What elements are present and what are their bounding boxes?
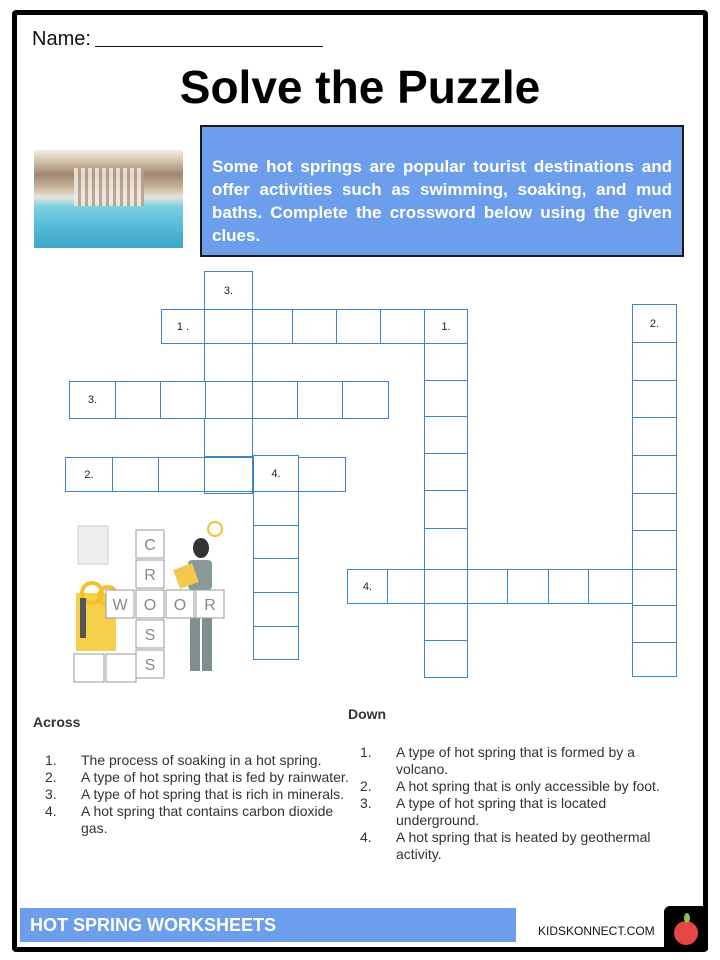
- crossword-cell[interactable]: [204, 309, 253, 344]
- hot-spring-photo: [34, 150, 183, 248]
- letter-tile: [166, 590, 194, 618]
- down-clues: [348, 744, 688, 863]
- svg-text:O: O: [143, 597, 157, 614]
- crossword-cell[interactable]: [205, 381, 253, 419]
- across-clue: 3. A type of hot spring that is rich in minerals.: [45, 786, 345, 802]
- crossword-cell[interactable]: [632, 605, 677, 643]
- svg-text:R: R: [144, 567, 156, 584]
- across-clue: 2. A type of hot spring that is fed by rainwater.: [45, 769, 349, 785]
- crossword-cell[interactable]: [298, 457, 346, 492]
- footer-title: HOT SPRING WORKSHEETS: [20, 908, 516, 942]
- letter-tile: [106, 590, 134, 618]
- crossword-cell[interactable]: [160, 381, 206, 419]
- svg-text:C: C: [144, 537, 156, 554]
- crossword-cell[interactable]: [424, 416, 468, 454]
- down-clue: 1. A type of hot spring that is formed by a volcano.: [360, 744, 635, 777]
- crossword-cell[interactable]: [253, 592, 299, 627]
- crossword-cell[interactable]: [252, 381, 298, 419]
- crossword-cell[interactable]: [632, 380, 677, 418]
- letter-tile: [136, 530, 164, 558]
- down-clue: 4. A hot spring that is heated by geothermal activity.: [360, 829, 651, 862]
- letter-tile: [136, 590, 164, 618]
- crossword-cell[interactable]: [424, 453, 468, 491]
- clue-number-cell: 1.: [424, 309, 468, 344]
- crossword-cell[interactable]: [292, 309, 337, 344]
- crossword-cell[interactable]: [112, 457, 159, 492]
- apple-icon: [664, 906, 708, 950]
- crossword-cell[interactable]: [253, 558, 299, 593]
- clue-number-cell: 2.: [632, 304, 677, 343]
- name-line[interactable]: [95, 46, 323, 47]
- svg-text:S: S: [144, 627, 156, 644]
- crossword-cell[interactable]: [424, 569, 468, 604]
- crossword-cell[interactable]: [424, 380, 468, 417]
- svg-text:O: O: [173, 597, 187, 614]
- page-title: Solve the Puzzle: [179, 61, 541, 113]
- crossword-cell[interactable]: [204, 457, 253, 492]
- crossword-cell[interactable]: [507, 569, 549, 604]
- crossword-cell[interactable]: [632, 493, 677, 531]
- across-clues: [33, 752, 353, 837]
- clue-number-cell: 4.: [253, 455, 299, 492]
- empty-tile: [74, 654, 104, 682]
- clue-number-cell: 3.: [204, 271, 253, 310]
- svg-text:W: W: [112, 597, 128, 614]
- crossword-cell[interactable]: [632, 569, 677, 606]
- letter-tile: [136, 650, 164, 678]
- intro-box: Some hot springs are popular tourist destinations and offer activities such as swimming, soaking, and mud baths. Complete the crossword below using the given clues.: [200, 125, 684, 257]
- apple-logo: [664, 906, 708, 950]
- crossword-cell[interactable]: [424, 343, 468, 381]
- clue-number-cell: 1 .: [161, 309, 205, 344]
- crossword-cell[interactable]: [632, 417, 677, 456]
- crossword-cell[interactable]: [336, 309, 381, 344]
- clue-number-cell: 2.: [65, 457, 113, 492]
- across-heading: Across: [33, 714, 81, 730]
- svg-text:S: S: [144, 657, 156, 674]
- crossword-cell[interactable]: [632, 530, 677, 570]
- crossword-cell[interactable]: [387, 569, 425, 604]
- crossword-cell[interactable]: [632, 642, 677, 677]
- crossword-cell[interactable]: [158, 457, 205, 492]
- name-field[interactable]: [32, 28, 323, 51]
- name-label: Name:: [32, 28, 91, 50]
- svg-text:R: R: [204, 597, 216, 614]
- crossword-cell[interactable]: [424, 490, 468, 529]
- letter-tile: [136, 620, 164, 648]
- crossword-cell[interactable]: [424, 603, 468, 641]
- crossword-cell[interactable]: [297, 381, 343, 419]
- crossword-cell[interactable]: [253, 525, 299, 559]
- crossword-cell[interactable]: [115, 381, 161, 419]
- down-heading: Down: [348, 706, 387, 722]
- crossword-cell[interactable]: [632, 455, 677, 494]
- crossword-cell[interactable]: [588, 569, 633, 604]
- clue-number-cell: 3.: [69, 381, 116, 419]
- crossword-cell[interactable]: [253, 491, 299, 526]
- crossword-cell[interactable]: [252, 309, 293, 344]
- across-clue: 1. The process of soaking in a hot spring.: [45, 752, 322, 768]
- crossword-cell[interactable]: [548, 569, 589, 604]
- crossword-cell[interactable]: [380, 309, 425, 344]
- footer-site: KIDSKONNECT.COM: [538, 924, 655, 938]
- crossword-cell[interactable]: [204, 343, 253, 382]
- crossword-cell[interactable]: [204, 418, 253, 457]
- across-clue: 4. A hot spring that contains carbon dioxide gas.: [45, 803, 334, 836]
- crossword-cell[interactable]: [253, 626, 299, 660]
- crossword-cell[interactable]: [342, 381, 389, 419]
- clue-number-cell: 4.: [347, 569, 388, 604]
- letter-tile: [136, 560, 164, 588]
- empty-tile: [106, 654, 136, 682]
- crossword-illustration: [70, 518, 230, 683]
- crossword-cell[interactable]: [424, 528, 468, 570]
- down-clue: 3. A type of hot spring that is located underground.: [360, 795, 607, 828]
- down-clue: 2. A hot spring that is only accessible by foot.: [360, 778, 660, 794]
- crossword-cell[interactable]: [467, 569, 508, 604]
- crossword-cell[interactable]: [632, 342, 677, 381]
- letter-tile: [196, 590, 224, 618]
- crossword-cell[interactable]: [424, 640, 468, 678]
